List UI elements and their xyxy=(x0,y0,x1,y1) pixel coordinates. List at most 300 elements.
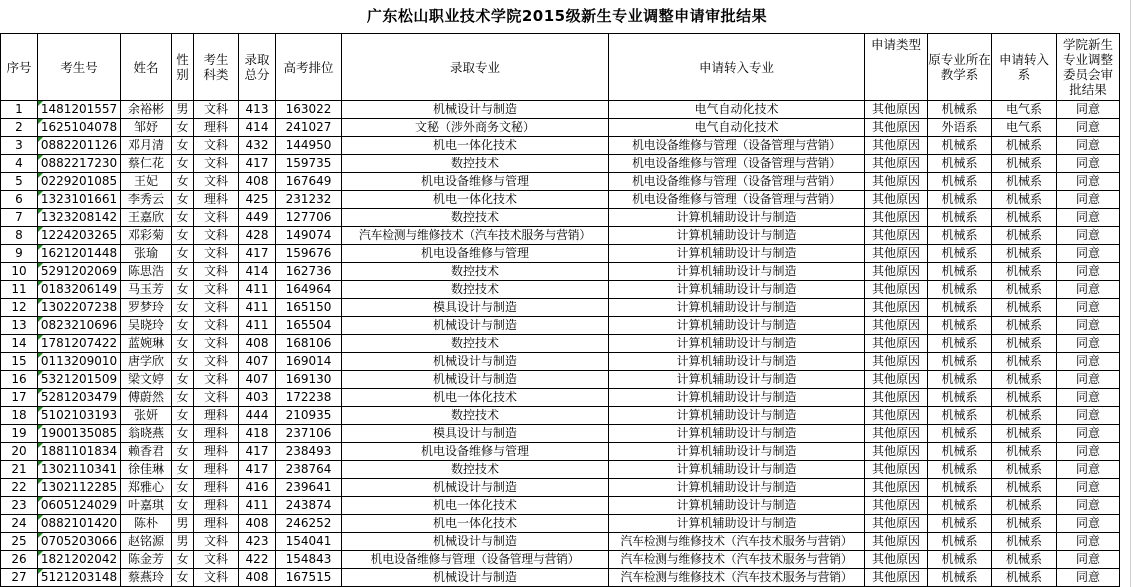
rank-cell[interactable]: 210935 xyxy=(276,407,342,425)
target-dept-cell[interactable]: 机械系 xyxy=(992,551,1057,569)
name-cell[interactable]: 蓝婉琳 xyxy=(121,335,172,353)
request-type-cell[interactable]: 其他原因 xyxy=(865,515,928,533)
original-dept-cell[interactable]: 机械系 xyxy=(928,209,992,227)
gender-cell[interactable]: 女 xyxy=(172,479,194,497)
name-cell[interactable]: 郑雅心 xyxy=(121,479,172,497)
request-type-cell[interactable]: 其他原因 xyxy=(865,281,928,299)
target-dept-cell[interactable]: 机械系 xyxy=(992,263,1057,281)
exam-id-cell[interactable]: 0183206149 xyxy=(38,281,121,299)
approval-result-cell[interactable]: 同意 xyxy=(1057,497,1120,515)
gender-cell[interactable]: 女 xyxy=(172,191,194,209)
original-dept-cell[interactable]: 机械系 xyxy=(928,245,992,263)
original-dept-cell[interactable]: 机械系 xyxy=(928,551,992,569)
target-dept-cell[interactable]: 机械系 xyxy=(992,443,1057,461)
track-cell[interactable]: 文科 xyxy=(194,551,239,569)
request-type-cell[interactable]: 其他原因 xyxy=(865,497,928,515)
index-cell[interactable]: 16 xyxy=(1,371,38,389)
index-cell[interactable]: 14 xyxy=(1,335,38,353)
admitted-major-cell[interactable]: 机械设计与制造 xyxy=(342,371,609,389)
rank-cell[interactable]: 127706 xyxy=(276,209,342,227)
approval-result-cell[interactable]: 同意 xyxy=(1057,461,1120,479)
index-cell[interactable]: 2 xyxy=(1,119,38,137)
track-cell[interactable]: 文科 xyxy=(194,299,239,317)
gender-cell[interactable]: 女 xyxy=(172,335,194,353)
name-cell[interactable]: 罗梦玲 xyxy=(121,299,172,317)
exam-id-cell[interactable]: 1781207422 xyxy=(38,335,121,353)
name-cell[interactable]: 赵铭源 xyxy=(121,533,172,551)
request-type-cell[interactable]: 其他原因 xyxy=(865,407,928,425)
track-cell[interactable]: 理科 xyxy=(194,461,239,479)
original-dept-cell[interactable]: 机械系 xyxy=(928,227,992,245)
rank-cell[interactable]: 241027 xyxy=(276,119,342,137)
track-cell[interactable]: 文科 xyxy=(194,155,239,173)
index-cell[interactable]: 26 xyxy=(1,551,38,569)
approval-result-cell[interactable]: 同意 xyxy=(1057,533,1120,551)
gender-cell[interactable]: 女 xyxy=(172,371,194,389)
target-dept-cell[interactable]: 电气系 xyxy=(992,101,1057,119)
name-cell[interactable]: 陈思浩 xyxy=(121,263,172,281)
exam-id-cell[interactable]: 1621201448 xyxy=(38,245,121,263)
exam-id-cell[interactable]: 5291202069 xyxy=(38,263,121,281)
gender-cell[interactable]: 女 xyxy=(172,173,194,191)
index-cell[interactable]: 9 xyxy=(1,245,38,263)
track-cell[interactable]: 文科 xyxy=(194,281,239,299)
approval-result-cell[interactable]: 同意 xyxy=(1057,425,1120,443)
gender-cell[interactable]: 女 xyxy=(172,263,194,281)
exam-id-cell[interactable]: 0229201085 xyxy=(38,173,121,191)
rank-cell[interactable]: 243874 xyxy=(276,497,342,515)
gender-cell[interactable]: 女 xyxy=(172,551,194,569)
exam-id-cell[interactable]: 1224203265 xyxy=(38,227,121,245)
index-cell[interactable]: 5 xyxy=(1,173,38,191)
target-major-cell[interactable]: 汽车检测与维修技术（汽车技术服务与营销） xyxy=(609,533,865,551)
name-cell[interactable]: 马玉芳 xyxy=(121,281,172,299)
target-dept-cell[interactable]: 机械系 xyxy=(992,209,1057,227)
rank-cell[interactable]: 154041 xyxy=(276,533,342,551)
rank-cell[interactable]: 167649 xyxy=(276,173,342,191)
name-cell[interactable]: 吴晓玲 xyxy=(121,317,172,335)
target-major-cell[interactable]: 计算机辅助设计与制造 xyxy=(609,371,865,389)
exam-id-cell[interactable]: 1625104078 xyxy=(38,119,121,137)
target-major-cell[interactable]: 计算机辅助设计与制造 xyxy=(609,479,865,497)
score-cell[interactable]: 417 xyxy=(239,461,276,479)
rank-cell[interactable]: 246252 xyxy=(276,515,342,533)
original-dept-cell[interactable]: 机械系 xyxy=(928,353,992,371)
name-cell[interactable]: 邹妤 xyxy=(121,119,172,137)
target-major-cell[interactable]: 计算机辅助设计与制造 xyxy=(609,299,865,317)
approval-result-cell[interactable]: 同意 xyxy=(1057,173,1120,191)
admitted-major-cell[interactable]: 机电设备维修与管理 xyxy=(342,245,609,263)
target-dept-cell[interactable]: 机械系 xyxy=(992,227,1057,245)
score-cell[interactable]: 403 xyxy=(239,389,276,407)
target-major-cell[interactable]: 汽车检测与维修技术（汽车技术服务与营销） xyxy=(609,569,865,587)
rank-cell[interactable]: 149074 xyxy=(276,227,342,245)
approval-result-cell[interactable]: 同意 xyxy=(1057,299,1120,317)
original-dept-cell[interactable]: 机械系 xyxy=(928,515,992,533)
request-type-cell[interactable]: 其他原因 xyxy=(865,245,928,263)
name-cell[interactable]: 邓月清 xyxy=(121,137,172,155)
rank-cell[interactable]: 162736 xyxy=(276,263,342,281)
gender-cell[interactable]: 女 xyxy=(172,569,194,587)
exam-id-cell[interactable]: 1302112285 xyxy=(38,479,121,497)
name-cell[interactable]: 张瑜 xyxy=(121,245,172,263)
request-type-cell[interactable]: 其他原因 xyxy=(865,227,928,245)
index-cell[interactable]: 10 xyxy=(1,263,38,281)
exam-id-cell[interactable]: 5321201509 xyxy=(38,371,121,389)
approval-result-cell[interactable]: 同意 xyxy=(1057,245,1120,263)
gender-cell[interactable]: 男 xyxy=(172,533,194,551)
admitted-major-cell[interactable]: 数控技术 xyxy=(342,407,609,425)
track-cell[interactable]: 理科 xyxy=(194,425,239,443)
index-cell[interactable]: 22 xyxy=(1,479,38,497)
score-cell[interactable]: 422 xyxy=(239,551,276,569)
target-dept-cell[interactable]: 机械系 xyxy=(992,569,1057,587)
rank-cell[interactable]: 159676 xyxy=(276,245,342,263)
name-cell[interactable]: 陈金芳 xyxy=(121,551,172,569)
index-cell[interactable]: 11 xyxy=(1,281,38,299)
target-major-cell[interactable]: 电气自动化技术 xyxy=(609,101,865,119)
admitted-major-cell[interactable]: 机电设备维修与管理（设备管理与营销） xyxy=(342,551,609,569)
exam-id-cell[interactable]: 0605124029 xyxy=(38,497,121,515)
target-dept-cell[interactable]: 机械系 xyxy=(992,479,1057,497)
original-dept-cell[interactable]: 机械系 xyxy=(928,533,992,551)
target-dept-cell[interactable]: 机械系 xyxy=(992,407,1057,425)
score-cell[interactable]: 416 xyxy=(239,479,276,497)
score-cell[interactable]: 428 xyxy=(239,227,276,245)
track-cell[interactable]: 理科 xyxy=(194,191,239,209)
rank-cell[interactable]: 165504 xyxy=(276,317,342,335)
track-cell[interactable]: 理科 xyxy=(194,119,239,137)
approval-result-cell[interactable]: 同意 xyxy=(1057,479,1120,497)
request-type-cell[interactable]: 其他原因 xyxy=(865,101,928,119)
approval-result-cell[interactable]: 同意 xyxy=(1057,281,1120,299)
score-cell[interactable]: 411 xyxy=(239,299,276,317)
exam-id-cell[interactable]: 0882217230 xyxy=(38,155,121,173)
target-major-cell[interactable]: 机电设备维修与管理（设备管理与营销） xyxy=(609,191,865,209)
rank-cell[interactable]: 154843 xyxy=(276,551,342,569)
exam-id-cell[interactable]: 0113209010 xyxy=(38,353,121,371)
track-cell[interactable]: 文科 xyxy=(194,137,239,155)
name-cell[interactable]: 叶嘉琪 xyxy=(121,497,172,515)
name-cell[interactable]: 唐学欣 xyxy=(121,353,172,371)
target-major-cell[interactable]: 计算机辅助设计与制造 xyxy=(609,317,865,335)
track-cell[interactable]: 理科 xyxy=(194,407,239,425)
original-dept-cell[interactable]: 机械系 xyxy=(928,299,992,317)
target-major-cell[interactable]: 计算机辅助设计与制造 xyxy=(609,515,865,533)
admitted-major-cell[interactable]: 机械设计与制造 xyxy=(342,101,609,119)
rank-cell[interactable]: 238764 xyxy=(276,461,342,479)
exam-id-cell[interactable]: 0882201126 xyxy=(38,137,121,155)
approval-result-cell[interactable]: 同意 xyxy=(1057,407,1120,425)
name-cell[interactable]: 蔡燕玲 xyxy=(121,569,172,587)
original-dept-cell[interactable]: 机械系 xyxy=(928,479,992,497)
approval-result-cell[interactable]: 同意 xyxy=(1057,389,1120,407)
name-cell[interactable]: 李秀云 xyxy=(121,191,172,209)
exam-id-cell[interactable]: 0823210696 xyxy=(38,317,121,335)
target-dept-cell[interactable]: 机械系 xyxy=(992,245,1057,263)
name-cell[interactable]: 王妃 xyxy=(121,173,172,191)
original-dept-cell[interactable]: 机械系 xyxy=(928,281,992,299)
admitted-major-cell[interactable]: 机械设计与制造 xyxy=(342,317,609,335)
track-cell[interactable]: 文科 xyxy=(194,353,239,371)
gender-cell[interactable]: 女 xyxy=(172,425,194,443)
approval-result-cell[interactable]: 同意 xyxy=(1057,443,1120,461)
name-cell[interactable]: 徐佳琳 xyxy=(121,461,172,479)
request-type-cell[interactable]: 其他原因 xyxy=(865,263,928,281)
score-cell[interactable]: 425 xyxy=(239,191,276,209)
admitted-major-cell[interactable]: 汽车检测与维修技术（汽车技术服务与营销） xyxy=(342,227,609,245)
original-dept-cell[interactable]: 机械系 xyxy=(928,443,992,461)
original-dept-cell[interactable]: 机械系 xyxy=(928,335,992,353)
exam-id-cell[interactable]: 1302207238 xyxy=(38,299,121,317)
request-type-cell[interactable]: 其他原因 xyxy=(865,335,928,353)
rank-cell[interactable]: 144950 xyxy=(276,137,342,155)
admitted-major-cell[interactable]: 数控技术 xyxy=(342,335,609,353)
exam-id-cell[interactable]: 5121203148 xyxy=(38,569,121,587)
rank-cell[interactable]: 165150 xyxy=(276,299,342,317)
target-major-cell[interactable]: 汽车检测与维修技术（汽车技术服务与营销） xyxy=(609,551,865,569)
track-cell[interactable]: 文科 xyxy=(194,533,239,551)
target-major-cell[interactable]: 计算机辅助设计与制造 xyxy=(609,497,865,515)
request-type-cell[interactable]: 其他原因 xyxy=(865,479,928,497)
index-cell[interactable]: 17 xyxy=(1,389,38,407)
approval-result-cell[interactable]: 同意 xyxy=(1057,317,1120,335)
score-cell[interactable]: 408 xyxy=(239,515,276,533)
approval-result-cell[interactable]: 同意 xyxy=(1057,191,1120,209)
rank-cell[interactable]: 167515 xyxy=(276,569,342,587)
admitted-major-cell[interactable]: 机电一体化技术 xyxy=(342,137,609,155)
name-cell[interactable]: 余裕彬 xyxy=(121,101,172,119)
score-cell[interactable]: 407 xyxy=(239,353,276,371)
approval-result-cell[interactable]: 同意 xyxy=(1057,209,1120,227)
request-type-cell[interactable]: 其他原因 xyxy=(865,299,928,317)
admitted-major-cell[interactable]: 数控技术 xyxy=(342,461,609,479)
approval-result-cell[interactable]: 同意 xyxy=(1057,551,1120,569)
gender-cell[interactable]: 女 xyxy=(172,227,194,245)
score-cell[interactable]: 408 xyxy=(239,335,276,353)
admitted-major-cell[interactable]: 机械设计与制造 xyxy=(342,533,609,551)
gender-cell[interactable]: 女 xyxy=(172,317,194,335)
admitted-major-cell[interactable]: 机电设备维修与管理 xyxy=(342,443,609,461)
score-cell[interactable]: 408 xyxy=(239,569,276,587)
index-cell[interactable]: 12 xyxy=(1,299,38,317)
exam-id-cell[interactable]: 1323101661 xyxy=(38,191,121,209)
score-cell[interactable]: 411 xyxy=(239,281,276,299)
request-type-cell[interactable]: 其他原因 xyxy=(865,461,928,479)
target-dept-cell[interactable]: 机械系 xyxy=(992,281,1057,299)
name-cell[interactable]: 王嘉欣 xyxy=(121,209,172,227)
request-type-cell[interactable]: 其他原因 xyxy=(865,209,928,227)
target-dept-cell[interactable]: 机械系 xyxy=(992,335,1057,353)
index-cell[interactable]: 15 xyxy=(1,353,38,371)
index-cell[interactable]: 25 xyxy=(1,533,38,551)
index-cell[interactable]: 8 xyxy=(1,227,38,245)
approval-result-cell[interactable]: 同意 xyxy=(1057,263,1120,281)
approval-result-cell[interactable]: 同意 xyxy=(1057,569,1120,587)
score-cell[interactable]: 411 xyxy=(239,317,276,335)
request-type-cell[interactable]: 其他原因 xyxy=(865,533,928,551)
rank-cell[interactable]: 169130 xyxy=(276,371,342,389)
exam-id-cell[interactable]: 1481201557 xyxy=(38,101,121,119)
score-cell[interactable]: 449 xyxy=(239,209,276,227)
target-dept-cell[interactable]: 机械系 xyxy=(992,353,1057,371)
admitted-major-cell[interactable]: 机械设计与制造 xyxy=(342,479,609,497)
track-cell[interactable]: 文科 xyxy=(194,173,239,191)
target-dept-cell[interactable]: 机械系 xyxy=(992,191,1057,209)
request-type-cell[interactable]: 其他原因 xyxy=(865,371,928,389)
track-cell[interactable]: 文科 xyxy=(194,245,239,263)
track-cell[interactable]: 文科 xyxy=(194,335,239,353)
original-dept-cell[interactable]: 机械系 xyxy=(928,461,992,479)
exam-id-cell[interactable]: 0705203066 xyxy=(38,533,121,551)
gender-cell[interactable]: 女 xyxy=(172,353,194,371)
admitted-major-cell[interactable]: 机械设计与制造 xyxy=(342,353,609,371)
target-major-cell[interactable]: 机电设备维修与管理（设备管理与营销） xyxy=(609,155,865,173)
original-dept-cell[interactable]: 外语系 xyxy=(928,119,992,137)
admitted-major-cell[interactable]: 机电一体化技术 xyxy=(342,389,609,407)
approval-result-cell[interactable]: 同意 xyxy=(1057,101,1120,119)
gender-cell[interactable]: 女 xyxy=(172,137,194,155)
exam-id-cell[interactable]: 1881101834 xyxy=(38,443,121,461)
target-major-cell[interactable]: 计算机辅助设计与制造 xyxy=(609,389,865,407)
index-cell[interactable]: 13 xyxy=(1,317,38,335)
approval-result-cell[interactable]: 同意 xyxy=(1057,227,1120,245)
index-cell[interactable]: 3 xyxy=(1,137,38,155)
target-major-cell[interactable]: 电气自动化技术 xyxy=(609,119,865,137)
exam-id-cell[interactable]: 1323208142 xyxy=(38,209,121,227)
gender-cell[interactable]: 女 xyxy=(172,497,194,515)
track-cell[interactable]: 文科 xyxy=(194,569,239,587)
index-cell[interactable]: 7 xyxy=(1,209,38,227)
approval-result-cell[interactable]: 同意 xyxy=(1057,119,1120,137)
exam-id-cell[interactable]: 5281203479 xyxy=(38,389,121,407)
rank-cell[interactable]: 237106 xyxy=(276,425,342,443)
admitted-major-cell[interactable]: 文秘（涉外商务文秘） xyxy=(342,119,609,137)
admitted-major-cell[interactable]: 模具设计与制造 xyxy=(342,425,609,443)
request-type-cell[interactable]: 其他原因 xyxy=(865,155,928,173)
index-cell[interactable]: 20 xyxy=(1,443,38,461)
target-major-cell[interactable]: 计算机辅助设计与制造 xyxy=(609,425,865,443)
track-cell[interactable]: 文科 xyxy=(194,209,239,227)
exam-id-cell[interactable]: 1302110341 xyxy=(38,461,121,479)
target-dept-cell[interactable]: 机械系 xyxy=(992,155,1057,173)
exam-id-cell[interactable]: 5102103193 xyxy=(38,407,121,425)
approval-result-cell[interactable]: 同意 xyxy=(1057,371,1120,389)
index-cell[interactable]: 23 xyxy=(1,497,38,515)
gender-cell[interactable]: 女 xyxy=(172,281,194,299)
admitted-major-cell[interactable]: 数控技术 xyxy=(342,281,609,299)
score-cell[interactable]: 411 xyxy=(239,497,276,515)
target-major-cell[interactable]: 计算机辅助设计与制造 xyxy=(609,263,865,281)
original-dept-cell[interactable]: 机械系 xyxy=(928,317,992,335)
target-dept-cell[interactable]: 机械系 xyxy=(992,515,1057,533)
track-cell[interactable]: 文科 xyxy=(194,263,239,281)
request-type-cell[interactable]: 其他原因 xyxy=(865,425,928,443)
target-dept-cell[interactable]: 机械系 xyxy=(992,317,1057,335)
index-cell[interactable]: 19 xyxy=(1,425,38,443)
original-dept-cell[interactable]: 机械系 xyxy=(928,191,992,209)
target-dept-cell[interactable]: 机械系 xyxy=(992,371,1057,389)
original-dept-cell[interactable]: 机械系 xyxy=(928,173,992,191)
target-major-cell[interactable]: 计算机辅助设计与制造 xyxy=(609,407,865,425)
track-cell[interactable]: 文科 xyxy=(194,371,239,389)
track-cell[interactable]: 理科 xyxy=(194,497,239,515)
rank-cell[interactable]: 164964 xyxy=(276,281,342,299)
request-type-cell[interactable]: 其他原因 xyxy=(865,569,928,587)
target-dept-cell[interactable]: 机械系 xyxy=(992,389,1057,407)
exam-id-cell[interactable]: 0882101420 xyxy=(38,515,121,533)
gender-cell[interactable]: 女 xyxy=(172,443,194,461)
original-dept-cell[interactable]: 机械系 xyxy=(928,137,992,155)
admitted-major-cell[interactable]: 机械设计与制造 xyxy=(342,569,609,587)
target-dept-cell[interactable]: 机械系 xyxy=(992,173,1057,191)
name-cell[interactable]: 蔡仁花 xyxy=(121,155,172,173)
index-cell[interactable]: 27 xyxy=(1,569,38,587)
score-cell[interactable]: 432 xyxy=(239,137,276,155)
request-type-cell[interactable]: 其他原因 xyxy=(865,191,928,209)
index-cell[interactable]: 1 xyxy=(1,101,38,119)
name-cell[interactable]: 梁文婷 xyxy=(121,371,172,389)
gender-cell[interactable]: 男 xyxy=(172,101,194,119)
score-cell[interactable]: 414 xyxy=(239,119,276,137)
original-dept-cell[interactable]: 机械系 xyxy=(928,407,992,425)
track-cell[interactable]: 文科 xyxy=(194,227,239,245)
admitted-major-cell[interactable]: 数控技术 xyxy=(342,155,609,173)
target-major-cell[interactable]: 计算机辅助设计与制造 xyxy=(609,245,865,263)
name-cell[interactable]: 张妍 xyxy=(121,407,172,425)
target-dept-cell[interactable]: 机械系 xyxy=(992,425,1057,443)
gender-cell[interactable]: 女 xyxy=(172,461,194,479)
request-type-cell[interactable]: 其他原因 xyxy=(865,317,928,335)
original-dept-cell[interactable]: 机械系 xyxy=(928,389,992,407)
target-major-cell[interactable]: 计算机辅助设计与制造 xyxy=(609,443,865,461)
target-dept-cell[interactable]: 电气系 xyxy=(992,119,1057,137)
score-cell[interactable]: 417 xyxy=(239,245,276,263)
admitted-major-cell[interactable]: 机电一体化技术 xyxy=(342,497,609,515)
gender-cell[interactable]: 男 xyxy=(172,515,194,533)
request-type-cell[interactable]: 其他原因 xyxy=(865,389,928,407)
score-cell[interactable]: 444 xyxy=(239,407,276,425)
index-cell[interactable]: 18 xyxy=(1,407,38,425)
rank-cell[interactable]: 231232 xyxy=(276,191,342,209)
score-cell[interactable]: 407 xyxy=(239,371,276,389)
name-cell[interactable]: 翁晓燕 xyxy=(121,425,172,443)
request-type-cell[interactable]: 其他原因 xyxy=(865,119,928,137)
rank-cell[interactable]: 168106 xyxy=(276,335,342,353)
index-cell[interactable]: 6 xyxy=(1,191,38,209)
rank-cell[interactable]: 239641 xyxy=(276,479,342,497)
index-cell[interactable]: 4 xyxy=(1,155,38,173)
score-cell[interactable]: 418 xyxy=(239,425,276,443)
admitted-major-cell[interactable]: 数控技术 xyxy=(342,263,609,281)
original-dept-cell[interactable]: 机械系 xyxy=(928,425,992,443)
index-cell[interactable]: 24 xyxy=(1,515,38,533)
admitted-major-cell[interactable]: 机电一体化技术 xyxy=(342,191,609,209)
admitted-major-cell[interactable]: 机电设备维修与管理 xyxy=(342,173,609,191)
gender-cell[interactable]: 女 xyxy=(172,119,194,137)
target-major-cell[interactable]: 计算机辅助设计与制造 xyxy=(609,353,865,371)
target-major-cell[interactable]: 计算机辅助设计与制造 xyxy=(609,281,865,299)
target-dept-cell[interactable]: 机械系 xyxy=(992,461,1057,479)
request-type-cell[interactable]: 其他原因 xyxy=(865,137,928,155)
original-dept-cell[interactable]: 机械系 xyxy=(928,101,992,119)
target-dept-cell[interactable]: 机械系 xyxy=(992,533,1057,551)
approval-result-cell[interactable]: 同意 xyxy=(1057,353,1120,371)
target-dept-cell[interactable]: 机械系 xyxy=(992,137,1057,155)
target-major-cell[interactable]: 机电设备维修与管理（设备管理与营销） xyxy=(609,137,865,155)
track-cell[interactable]: 文科 xyxy=(194,389,239,407)
admitted-major-cell[interactable]: 数控技术 xyxy=(342,209,609,227)
